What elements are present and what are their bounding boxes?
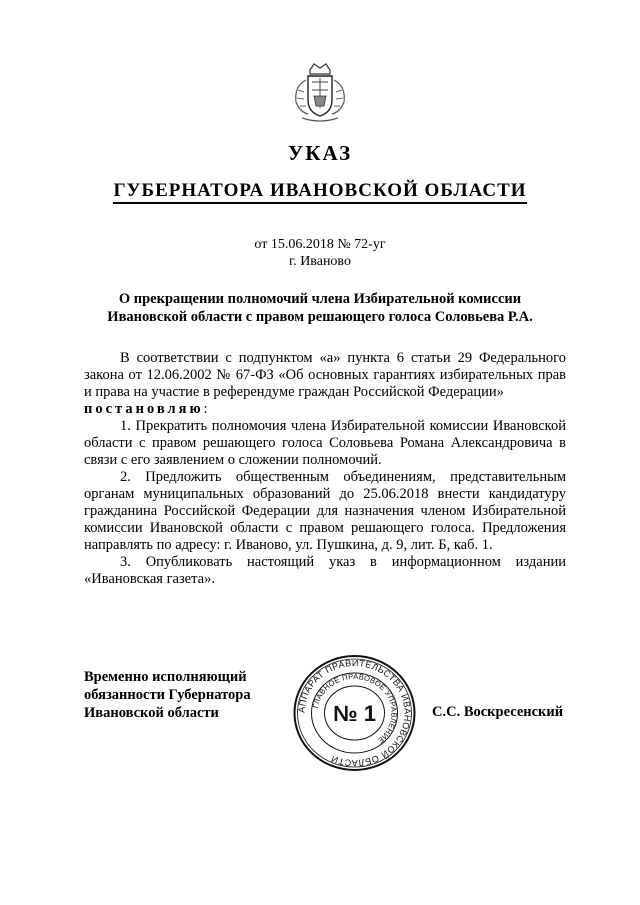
svg-text:№ 1: № 1	[333, 701, 376, 726]
document-subject	[90, 290, 550, 326]
coat-of-arms-icon	[288, 62, 352, 122]
item-2: 2. Предложить общественным объединениям, представительным органам муниципальных образований до 25.06.2018 внести кандидатуру гражданина Российской Федерации для назначения членом Избирательной комиссии Ивановской области с правом решающего голоса. Предложения направлять по адресу: г. Иваново, ул. Пушкина, д. 9, лит. Б, каб. 1.	[84, 469, 566, 553]
official-seal	[292, 654, 417, 772]
item-3: 3. Опубликовать настоящий указ в информационном издании «Ивановская газета».	[84, 554, 566, 587]
subject-line-2: Ивановской области с правом решающего голоса Соловьева Р.А.	[107, 309, 533, 325]
position-line-2: обязанности Губернатора	[84, 687, 251, 703]
decree-word: постановляю	[84, 401, 204, 417]
document-body	[84, 350, 566, 588]
signatory-position	[84, 668, 251, 722]
svg-text:АППАРАТ ПРАВИТЕЛЬСТВА ИВАНОВСК: АППАРАТ ПРАВИТЕЛЬСТВА ИВАНОВСКОЙ ОБЛАСТИ	[296, 657, 413, 769]
svg-text:ГЛАВНОЕ ПРАВОВОЕ УПРАВЛЕНИЕ: ГЛАВНОЕ ПРАВОВОЕ УПРАВЛЕНИЕ	[310, 671, 399, 746]
position-line-3: Ивановской области	[84, 705, 219, 721]
city: г. Иваново	[289, 254, 351, 269]
issuer-title-text: ГУБЕРНАТОРА ИВАНОВСКОЙ ОБЛАСТИ	[113, 180, 526, 204]
signatory-name: С.С. Воскресенский	[432, 704, 564, 720]
date-number: от 15.06.2018 № 72-уг	[254, 237, 386, 252]
item-1: 1. Прекратить полномочия члена Избирательной комиссии Ивановской области с правом решающего голоса Соловьева Романа Александровича в связи с его заявлением о сложении полномочий.	[84, 418, 566, 468]
document-type-title: УКАЗ	[287, 141, 353, 165]
position-line-1: Временно исполняющий	[84, 669, 247, 685]
subject-line-1: О прекращении полномочий члена Избирательной комиссии	[118, 291, 522, 307]
document-meta	[0, 236, 640, 270]
issuer-title	[0, 180, 640, 202]
decree-line	[84, 401, 566, 418]
preamble: В соответствии с подпунктом «а» пункта 6 статьи 29 Федерального закона от 12.06.2002 № 67-ФЗ «Об основных гарантиях избирательных прав и права на участие в референдуме граждан Российской Федерации»	[84, 350, 566, 400]
decree-colon: :	[203, 401, 208, 417]
